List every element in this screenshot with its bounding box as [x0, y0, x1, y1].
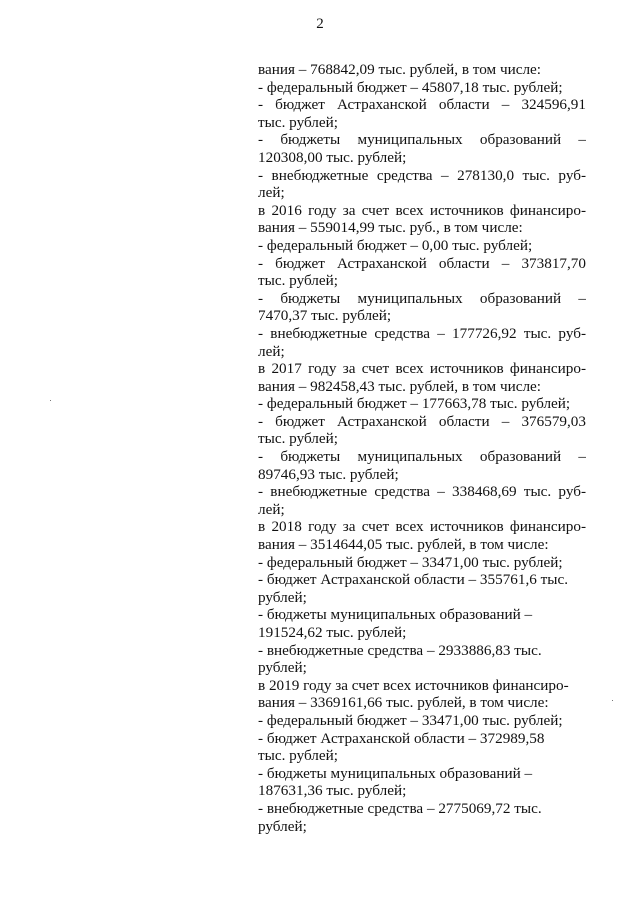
text-line: вания – 559014,99 тыс. руб., в том числе:: [258, 219, 523, 237]
text-line: тыс. рублей;: [258, 272, 338, 290]
text-line: в 2018 году за счет всех источников финансиро-: [258, 518, 586, 536]
text-line: тыс. рублей;: [258, 113, 338, 131]
text-line: - бюджет Астраханской области – 324596,91: [258, 96, 586, 114]
text-line: 191524,62 тыс. рублей;: [258, 624, 407, 641]
text-line: лей;: [258, 184, 285, 202]
text-line: - федеральный бюджет – 33471,00 тыс. рублей;: [258, 553, 563, 571]
text-line: - федеральный бюджет – 33471,00 тыс. рублей;: [258, 711, 563, 729]
text-line: - внебюджетные средства – 177726,92 тыс. руб-: [258, 324, 586, 342]
text-line: - федеральный бюджет – 45807,18 тыс. рублей;: [258, 78, 563, 96]
text-line: вания – 768842,09 тыс. рублей, в том числе:: [258, 61, 541, 78]
text-line: тыс. рублей;: [258, 430, 338, 448]
text-line: - бюджеты муниципальных образований –: [258, 606, 533, 624]
text-line: - бюджет Астраханской области – 376579,03: [258, 412, 586, 430]
text-line: вания – 3514644,05 тыс. рублей, в том числе:: [258, 536, 549, 554]
text-line: - федеральный бюджет – 0,00 тыс. рублей;: [258, 236, 533, 254]
text-line: - бюджеты муниципальных образований –: [258, 289, 586, 307]
text-line: 120308,00 тыс. рублей;: [258, 148, 407, 166]
scan-speck: [612, 700, 613, 701]
text-line: вания – 3369161,66 тыс. рублей, в том числе:: [258, 694, 549, 712]
body-text: [258, 61, 586, 835]
text-line: рублей;: [258, 817, 307, 835]
text-line: 187631,36 тыс. рублей;: [258, 782, 407, 800]
text-line: рублей;: [258, 588, 307, 606]
text-line: - внебюджетные средства – 2933886,83 тыс.: [258, 641, 542, 659]
text-line: - бюджет Астраханской области – 372989,58: [258, 729, 545, 747]
text-line: - бюджеты муниципальных образований –: [258, 448, 586, 466]
text-line: 7470,37 тыс. рублей;: [258, 307, 392, 325]
text-line: - бюджет Астраханской области – 355761,6 тыс.: [258, 571, 569, 589]
text-line: 89746,93 тыс. рублей;: [258, 465, 399, 483]
page-number: 2: [316, 16, 324, 32]
text-line: - бюджет Астраханской области – 373817,70: [258, 254, 586, 272]
text-line: - федеральный бюджет – 177663,78 тыс. рублей;: [258, 395, 571, 413]
text-line: в 2016 году за счет всех источников финансиро-: [258, 201, 586, 219]
scan-speck: [50, 400, 51, 401]
text-line: рублей;: [258, 659, 307, 677]
text-line: - внебюджетные средства – 2775069,72 тыс.: [258, 799, 542, 817]
text-line: в 2017 году за счет всех источников финансиро-: [258, 360, 586, 378]
text-line: - внебюджетные средства – 278130,0 тыс. руб-: [258, 166, 586, 184]
text-line: в 2019 году за счет всех источников финансиро-: [258, 676, 569, 694]
text-line: вания – 982458,43 тыс. рублей, в том числе:: [258, 377, 541, 395]
text-line: - внебюджетные средства – 338468,69 тыс. руб-: [258, 483, 586, 501]
text-line: - бюджеты муниципальных образований –: [258, 131, 586, 149]
text-line: тыс. рублей;: [258, 747, 338, 765]
text-line: - бюджеты муниципальных образований –: [258, 764, 533, 782]
text-line: лей;: [258, 342, 285, 360]
text-line: лей;: [258, 500, 285, 518]
